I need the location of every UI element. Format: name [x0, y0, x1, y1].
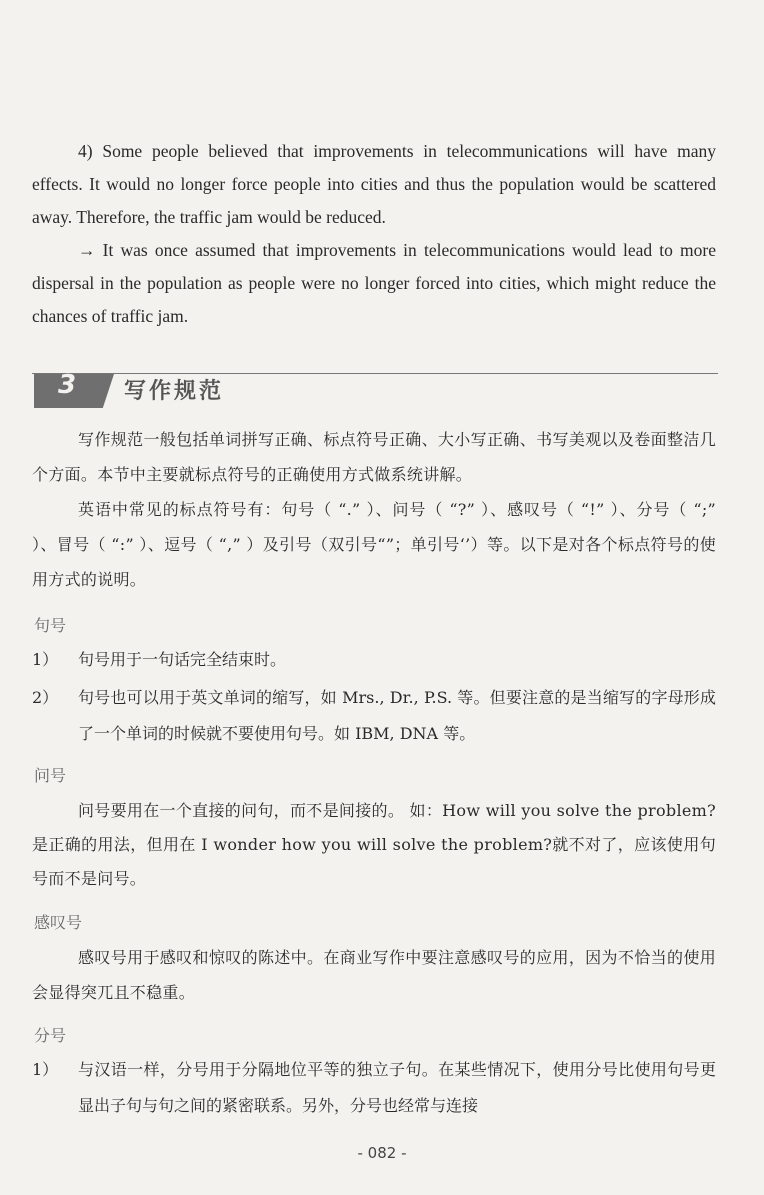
- period-item-1-number: 1）: [32, 650, 59, 669]
- intro-paragraph-1: 写作规范一般包括单词拼写正确、标点符号正确、大小写正确、书写美观以及卷面整洁几个方面。本节中主要就标点符号的正确使用方式做系统讲解。: [32, 430, 716, 484]
- period-item-1-text: 句号用于一句话完全结束时。: [78, 650, 287, 669]
- page-number: - 082 -: [357, 1144, 407, 1162]
- question-paragraph: 问号要用在一个直接的问句，而不是间接的。 如：How will you solve the problem?是正确的用法，但用在 I wonder how you will solve the problem?就不对了，应该使用句号而不是问号。: [32, 801, 716, 888]
- period-item-2-text: 句号也可以用于英文单词的缩写，如 Mrs., Dr., P.S. 等。但要注意的是当缩写的字母形成了一个单词的时候就不要使用句号。如 IBM, DNA 等。: [78, 688, 716, 743]
- semicolon-item-1-text: 与汉语一样，分号用于分隔地位平等的独立子句。在某些情况下，使用分号比使用句号更显出子句与句之间的紧密联系。另外，分号也经常与连接: [78, 1060, 716, 1115]
- section-header: [32, 368, 718, 412]
- semicolon-heading: 分号: [34, 1026, 67, 1045]
- exclamation-paragraph: 感叹号用于感叹和惊叹的陈述中。在商业写作中要注意感叹号的应用，因为不恰当的使用会显得突兀且不稳重。: [32, 948, 716, 1002]
- exclamation-heading: 感叹号: [34, 913, 83, 932]
- example-revised-paragraph: → It was once assumed that improvements in telecommunications would lead to more dispersal in the population as people were no longer forced into cities, which might reduce the chances of traffic jam.: [32, 240, 716, 326]
- example-original-paragraph: 4) Some people believed that improvements in telecommunications will have many effects. It would no longer force people into cities and thus the population would be scattered away. Therefore, the traffic jam would be reduced.: [32, 141, 716, 227]
- period-heading: 句号: [34, 616, 67, 635]
- period-item-2-number: 2）: [32, 688, 59, 707]
- intro-paragraph-2: 英语中常见的标点符号有：句号（ “.” ）、问号（ “?” ）、感叹号（ “!” ）、分号（ “;” ）、冒号（ “:” ）、逗号（ “,” ）及引号（双引号“”；单引号‘’）等。以下是对各个标点符号的使用方式的说明。: [32, 500, 716, 589]
- section-title: 写作规范: [124, 379, 225, 404]
- question-heading: 问号: [34, 766, 67, 785]
- section-number: 3: [58, 370, 77, 400]
- semicolon-item-1-number: 1）: [32, 1060, 59, 1079]
